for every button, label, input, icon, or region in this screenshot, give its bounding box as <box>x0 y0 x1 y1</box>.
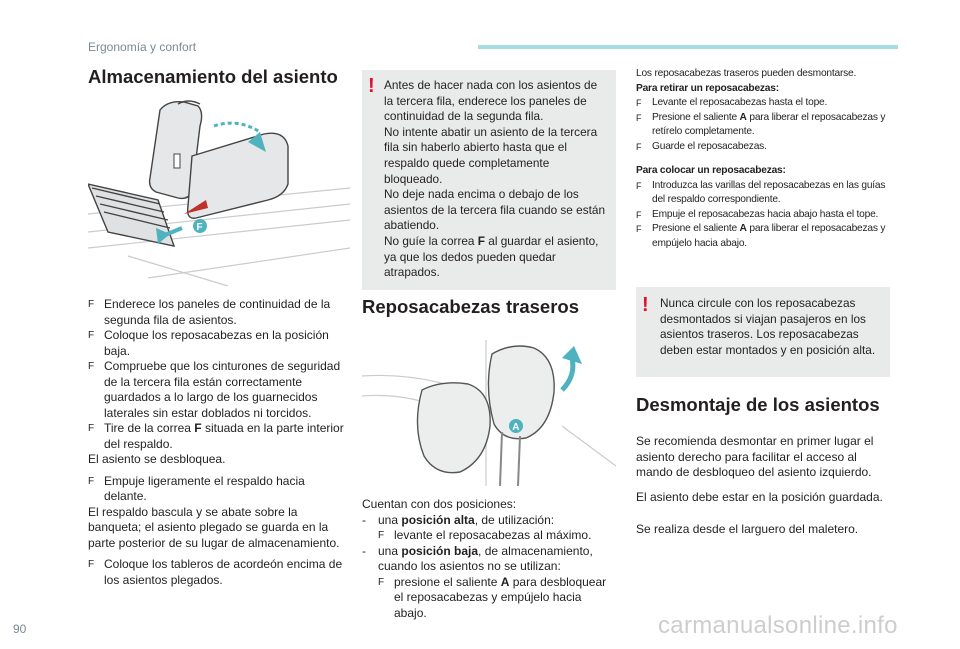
warning-box-headrests <box>636 287 890 377</box>
warning-line: No deje nada encima o debajo de los asientos de la tercera fila cuando se están abatiendo. <box>384 187 606 233</box>
warning-icon: ! <box>642 294 649 316</box>
paragraph: Se recomienda desmontar en primer lugar el asiento derecho para facilitar el acceso al mando de desbloqueo del asiento izquierdo. <box>636 434 874 479</box>
section-label: Ergonomía y confort <box>88 40 197 54</box>
warning-icon: ! <box>368 75 375 97</box>
removal-intro: Los reposacabezas traseros pueden desmontarse. <box>636 68 857 79</box>
list-item: F Levante el reposacabezas hasta el tope. <box>636 97 828 108</box>
remove-title: Para retirar un reposacabezas: <box>636 82 779 94</box>
list-item: F presione el saliente A para desbloquear el reposacabezas y empújelo hacia abajo. <box>378 574 607 620</box>
seat-removal-text <box>636 434 892 538</box>
seat-storage-steps <box>88 297 350 588</box>
list-item: F Empuje ligeramente el respaldo hacia delante. <box>88 473 305 503</box>
warning-text: Nunca circule con los reposacabezas desmontados si viajan pasajeros en los asientos traseros. Los reposacabezas deben estar montados y en posición alta. <box>660 296 876 357</box>
paragraph: Se realiza desde el larguero del maletero. <box>636 522 859 536</box>
list-item: F Tire de la correa F situada en la parte interior del respaldo. <box>88 421 344 451</box>
warning-box-third-row <box>362 70 616 290</box>
page-number: 90 <box>13 622 27 636</box>
unlock-text: El asiento se desbloquea. <box>88 452 226 466</box>
header-accent-bar <box>478 45 898 49</box>
list-item: - una posición alta, de utilización: <box>362 512 555 527</box>
seat-folding-illustration <box>88 96 350 286</box>
watermark: carmanualsonline.info <box>658 612 898 639</box>
callout-a: A <box>512 422 520 433</box>
install-title: Para colocar un reposacabezas: <box>636 165 786 176</box>
title-seat-removal: Desmontaje de los asientos <box>636 394 880 415</box>
result-text: El respaldo bascula y se abate sobre la banqueta; el asiento plegado se guarda en la parte posterior de su lugar de almacenamiento. <box>88 504 340 550</box>
list-item: F Presione el saliente A para liberar el reposacabezas y empújelo hacia abajo. <box>636 223 886 249</box>
warning-line: No guíe la correa F al guardar el asiento, ya que los dedos pueden quedar atrapados. <box>384 233 599 280</box>
list-item: - una posición baja, de almacenamiento, cuando los asientos no se utilizan: <box>362 543 593 573</box>
list-item: F Empuje el reposacabezas hacia abajo hasta el tope. <box>636 208 879 220</box>
list-item: F Guarde el reposacabezas. <box>636 140 767 152</box>
list-item: F Enderece los paneles de continuidad de la segunda fila de asientos. <box>88 297 331 327</box>
headrest-positions <box>362 497 616 621</box>
title-seat-storage: Almacenamiento del asiento <box>88 66 338 87</box>
list-item: F Coloque los reposacabezas en la posición baja. <box>88 328 329 358</box>
list-item: F Compruebe que los cinturones de seguridad de la tercera fila están correctamente guardados a lo largo de los guarnecidos laterales sin estar doblados ni torcidos. <box>88 359 341 420</box>
list-item: F levante el reposacabezas al máximo. <box>378 528 592 542</box>
headrest-illustration <box>362 336 616 486</box>
callout-f: F <box>196 222 203 233</box>
list-item: F Coloque los tableros de acordeón encima de los asientos plegados. <box>88 557 343 587</box>
paragraph: El asiento debe estar en la posición guardada. <box>636 489 883 504</box>
list-item: F Presione el saliente A para liberar el reposacabezas y retírelo completamente. <box>636 111 886 137</box>
warning-line: No intente abatir un asiento de la tercera fila sin haberlo abierto hasta que el respaldo quede completamente bloqueado. <box>384 124 598 186</box>
headrest-removal-instructions <box>636 67 894 251</box>
list-item: F Introduzca las varillas del reposacabezas en las guías del respaldo correspondiente. <box>636 179 886 205</box>
positions-intro: Cuentan con dos posiciones: <box>362 497 517 511</box>
title-rear-headrests: Reposacabezas traseros <box>362 296 579 317</box>
warning-line: Antes de hacer nada con los asientos de la tercera fila, enderece los paneles de continuidad de la segunda fila. <box>384 78 598 124</box>
